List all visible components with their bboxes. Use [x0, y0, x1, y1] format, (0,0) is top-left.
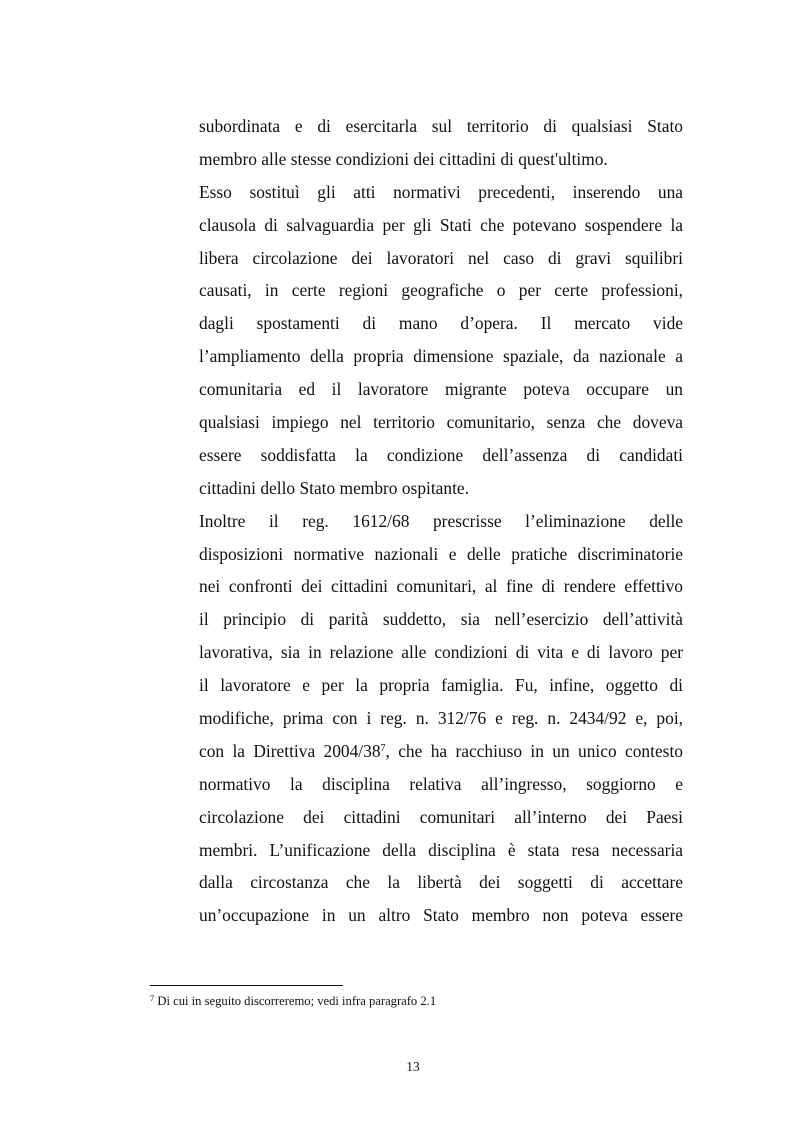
- text-line: dagli spostamenti di mano d’opera. Il mercato vide: [199, 313, 683, 334]
- footnote-separator: [150, 985, 343, 986]
- text-line: causati, in certe regioni geografiche o per certe professioni,: [199, 280, 683, 301]
- text-line: circolazione dei cittadini comunitari all’interno dei Paesi: [199, 806, 683, 827]
- text-line: essere soddisfatta la condizione dell’assenza di candidati: [199, 444, 683, 465]
- text-line: Esso sostituì gli atti normativi precedenti, inserendo una: [199, 181, 683, 202]
- text-line: disposizioni normative nazionali e delle pratiche discriminatorie: [199, 543, 683, 564]
- text-line: membro alle stesse condizioni dei cittadini di quest'ultimo.: [199, 148, 608, 169]
- text-line: cittadini dello Stato membro ospitante.: [199, 477, 469, 498]
- text-line: subordinata e di esercitarla sul territorio di qualsiasi Stato: [199, 116, 683, 136]
- text-line: clausola di salvaguardia per gli Stati che potevano sospendere la: [199, 214, 683, 235]
- page-number: 13: [406, 1059, 420, 1074]
- footnote-text: Di cui in seguito discorreremo; vedi infra paragrafo 2.1: [154, 994, 437, 1008]
- text-fragment: , che ha racchiuso in un unico contesto: [385, 740, 683, 761]
- text-line: un’occupazione in un altro Stato membro non poteva essere: [199, 905, 683, 926]
- text-line: Inoltre il reg. 1612/68 prescrisse l’eliminazione delle: [199, 510, 683, 531]
- text-line: membri. L’unificazione della disciplina è stata resa necessaria: [199, 839, 683, 860]
- text-line: il principio di parità suddetto, sia nell’esercizio dell’attività: [199, 609, 683, 630]
- footnote-reference[interactable]: 7: [380, 742, 386, 754]
- text-line: libera circolazione dei lavoratori nel caso di gravi squilibri: [199, 247, 683, 268]
- text-line: normativo la disciplina relativa all’ingresso, soggiorno e: [199, 773, 683, 794]
- text-line: nei confronti dei cittadini comunitari, al fine di rendere effettivo: [199, 576, 683, 597]
- text-line-with-footnote: [199, 735, 683, 768]
- text-line: qualsiasi impiego nel territorio comunitario, senza che doveva: [199, 412, 683, 433]
- text-line: il lavoratore e per la propria famiglia. Fu, infine, oggetto di: [199, 675, 683, 696]
- text-line: comunitaria ed il lavoratore migrante poteva occupare un: [199, 379, 683, 400]
- text-line: lavorativa, sia in relazione alle condizioni di vita e di lavoro per: [199, 642, 683, 663]
- text-fragment: con la Direttiva 2004/38: [199, 740, 381, 761]
- footnote-marker: 7: [150, 993, 155, 1003]
- text-line: l’ampliamento della propria dimensione spaziale, da nazionale a: [199, 346, 683, 367]
- body-text: [199, 110, 683, 932]
- text-line: dalla circostanza che la libertà dei soggetti di accettare: [199, 872, 683, 893]
- text-line: modifiche, prima con i reg. n. 312/76 e reg. n. 2434/92 e, poi,: [199, 708, 683, 729]
- footnote: [150, 993, 436, 1009]
